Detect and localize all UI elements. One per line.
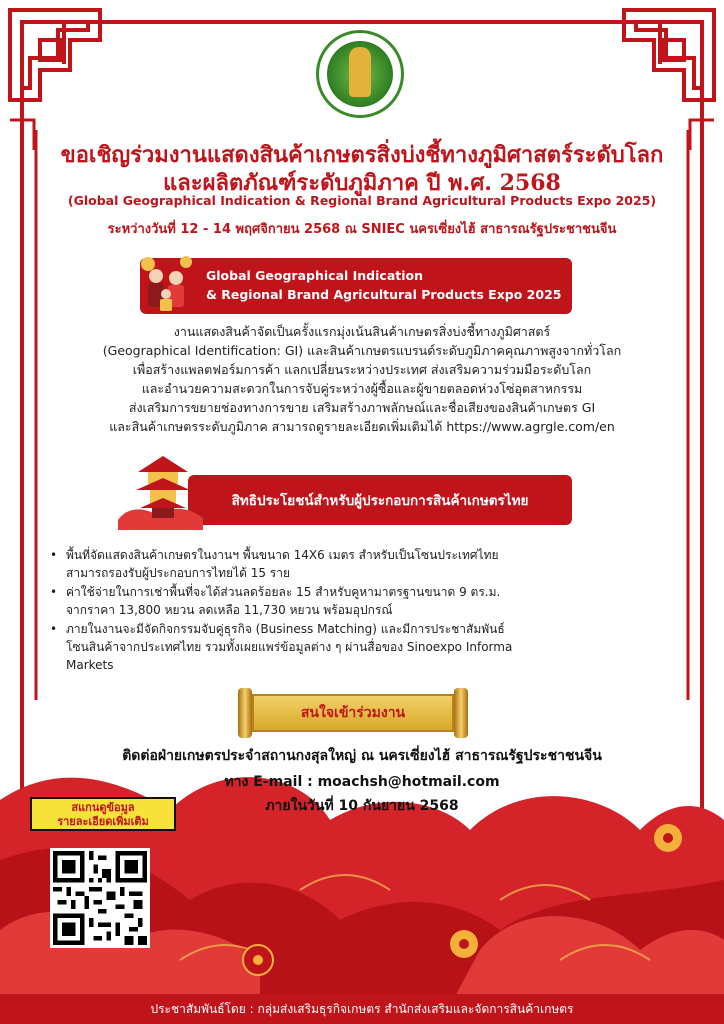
poster-title-line1: ขอเชิญร่วมงานแสดงสินค้าเกษตรสิ่งบ่งชี้ทางภูมิศาสตร์ระดับโลก <box>60 142 664 168</box>
event-date-venue: ระหว่างวันที่ 12 - 14 พฤศจิกายน 2568 ณ SNIEC นครเซี่ยงไฮ้ สาธารณรัฐประชาชนจีน <box>107 222 617 237</box>
benefits-banner <box>188 475 572 525</box>
benefits-list <box>48 546 684 675</box>
qr-label <box>30 797 176 831</box>
contact-office: ติดต่อฝ่ายเกษตรประจำสถานกงสุลใหญ่ ณ นครเซี่ยงไฮ้ สาธารณรัฐประชาชนจีน <box>122 748 602 764</box>
description-line: ส่งเสริมการขยายช่องทางการขาย เสริมสร้างภาพลักษณ์และชื่อเสียงของสินค้าเกษตร GI <box>128 400 596 415</box>
description-line: (Geographical Identification: GI) และสินค้าเกษตรแบรนด์ระดับภูมิภาคคุณภาพสูงจากทั่วโลก <box>102 343 622 358</box>
list-item-line: Markets <box>66 658 114 672</box>
interest-scroll-button[interactable] <box>238 688 468 738</box>
list-item-line: พื้นที่จัดแสดงสินค้าเกษตรในงานฯ พื้นขนาด 14X6 เมตร สำหรับเป็นโซนประเทศไทย <box>66 548 499 562</box>
list-item <box>48 583 684 619</box>
qr-label-line2: รายละเอียดเพิ่มเติม <box>57 815 149 828</box>
qr-label-line1: สแกนดูข้อมูล <box>71 801 135 814</box>
family-illustration-icon <box>134 254 200 316</box>
description-line: เพื่อสร้างแพลตฟอร์มการค้า แลกเปลี่ยนระหว่างประเทศ ส่งเสริมความร่วมมือระดับโลก <box>132 362 592 377</box>
description-line: และอำนวยความสะดวกในการจับคู่ระหว่างผู้ซื้อและผู้ขายตลอดห่วงโซ่อุตสาหกรรม <box>141 381 583 396</box>
contact-deadline: ภายในวันที่ 10 กันยายน 2568 <box>265 798 459 814</box>
event-description <box>40 322 684 436</box>
description-line: และสินค้าเกษตรระดับภูมิภาค สามารถดูรายละเอียดเพิ่มเติมได้ https://www.agrgle.com/en <box>109 419 615 434</box>
list-item-line: จากราคา 13,800 หยวน ลดเหลือ 11,730 หยวน พร้อมอุปกรณ์ <box>66 603 393 617</box>
description-line: งานแสดงสินค้าจัดเป็นครั้งแรกมุ่งเน้นสินค้าเกษตรสิ่งบ่งชี้ทางภูมิศาสตร์ <box>173 324 551 339</box>
list-item <box>48 546 684 582</box>
pagoda-icon <box>108 450 218 530</box>
expo-name-banner <box>140 258 572 314</box>
interest-button-label: สนใจเข้าร่วมงาน <box>300 705 406 721</box>
list-item-line: ภายในงานจะมีจัดกิจกรรมจับคู่ธุรกิจ (Business Matching) และมีการประชาสัมพันธ์ <box>66 622 505 636</box>
ministry-seal-logo <box>316 30 404 118</box>
poster-title-line2: และผลิตภัณฑ์ระดับภูมิภาค ปี พ.ศ. 2568 <box>163 170 561 196</box>
bullet-icon: • <box>50 585 58 599</box>
banner-line1: Global Geographical Indication <box>206 268 424 283</box>
poster-title-english: (Global Geographical Indication & Regional Brand Agricultural Products Expo 2025) <box>67 193 657 208</box>
footer-credit: ประชาสัมพันธ์โดย : กลุ่มส่งเสริมธุรกิจเกษตร สำนักส่งเสริมและจัดการสินค้าเกษตร <box>150 1002 574 1016</box>
list-item <box>48 620 684 674</box>
bullet-icon: • <box>50 548 58 562</box>
list-item-line: ค่าใช้จ่ายในการเช่าพื้นที่จะได้ส่วนลดร้อยละ 15 สำหรับคูหามาตรฐานขนาด 9 ตร.ม. <box>66 585 501 599</box>
banner-line2: & Regional Brand Agricultural Products Expo 2025 <box>206 287 562 302</box>
list-item-line: โซนสินค้าจากประเทศไทย รวมทั้งเผยแพร่ข้อมูลต่าง ๆ ผ่านสื่อของ Sinoexpo Informa <box>66 640 513 654</box>
footer-bar <box>0 994 724 1024</box>
qr-code[interactable] <box>50 848 150 948</box>
contact-email[interactable]: ทาง E-mail : moachsh@hotmail.com <box>224 774 500 790</box>
qr-code-icon <box>53 851 147 945</box>
benefits-banner-label: สิทธิประโยชน์สำหรับผู้ประกอบการสินค้าเกษตรไทย <box>231 493 529 509</box>
bullet-icon: • <box>50 622 58 636</box>
list-item-line: สามารถรองรับผู้ประกอบการไทยได้ 15 ราย <box>66 566 290 580</box>
